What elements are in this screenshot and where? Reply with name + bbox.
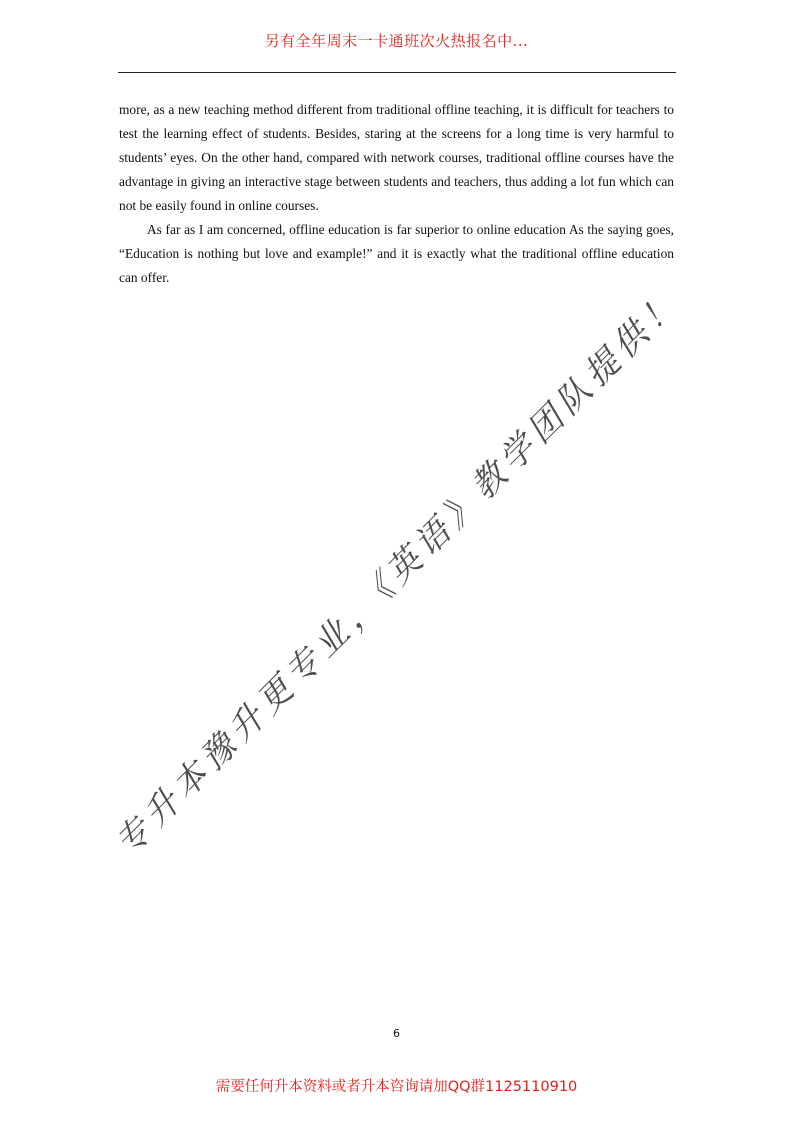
page-number: 6 [393,1027,400,1040]
paragraph-continuation: more, as a new teaching method different from traditional offline teaching, it is difficult for teachers to test the learning effect of students. Besides, staring at the screens for a long time is very harmful to students’ eyes. On the other hand, compared with network courses, traditional offline courses have the advantage in giving an interactive stage between students and teachers, thus adding a lot fun which can not be easily found in online courses. [119,102,674,213]
header-divider [118,72,676,73]
paragraph-conclusion: As far as I am concerned, offline education is far superior to online education As the saying goes, “Education is nothing but love and example!” and it is exactly what the traditional offline education can offer. [119,222,674,285]
document-body [119,98,674,290]
header-promo-text: 另有全年周末一卡通班次火热报名中... [264,32,529,50]
diagonal-watermark: 专升本豫升更专业，《英语》教学团队提供！ [107,281,690,864]
footer-contact-text: 需要任何升本资料或者升本咨询请加QQ群1125110910 [215,1079,578,1095]
